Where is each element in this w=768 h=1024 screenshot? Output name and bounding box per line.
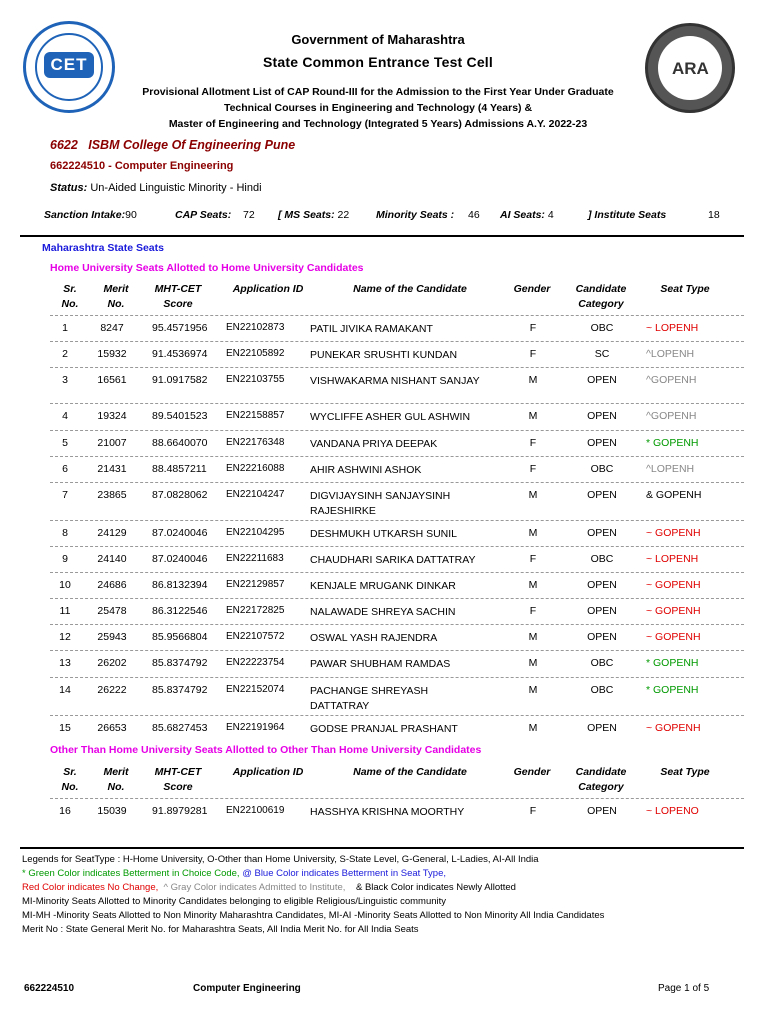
divider (20, 235, 744, 237)
cell-sr: 8 (62, 527, 68, 539)
cell-gender: F (529, 605, 537, 617)
cell-sr: 16 (59, 805, 71, 817)
cell-score: 87.0240046 (152, 527, 208, 539)
cell-cat: OPEN (587, 805, 617, 817)
cell-gender: M (528, 489, 538, 501)
cell-seat: ~ GOPENH (646, 579, 701, 591)
column-header-app: Application ID (232, 766, 304, 778)
cell-app: EN22105892 (226, 348, 285, 359)
cell-merit: 21431 (97, 463, 127, 475)
cell-name: DESHMUKH UTKARSH SUNIL (310, 528, 458, 540)
column-header-merit: Merit No. (103, 766, 129, 793)
cell-merit: 8247 (100, 322, 124, 334)
row-separator (50, 677, 744, 678)
cap-seats: CAP Seats: (175, 209, 232, 221)
cell-app: EN22216088 (226, 463, 285, 474)
cell-merit: 25478 (97, 605, 127, 617)
column-header-category: Candidate Category (575, 283, 627, 310)
cell-merit: 24129 (97, 527, 127, 539)
cell-app: EN22211683 (226, 553, 284, 564)
cell-cat: OPEN (587, 722, 617, 734)
cell-seat: ^GOPENH (646, 410, 697, 422)
course-name: 662224510 - Computer Engineering (50, 160, 234, 172)
cell-seat: ~ GOPENH (646, 631, 701, 643)
row-separator (50, 624, 744, 625)
row-separator (50, 315, 744, 316)
institute-seats: ] Institute Seats (588, 209, 667, 221)
cell-score: 95.4571956 (152, 322, 208, 334)
cell-merit: 25943 (97, 631, 127, 643)
cell-score: 88.6640070 (152, 437, 208, 449)
govt-title: Government of Maharashtra (291, 32, 465, 47)
cell-sr: 12 (59, 631, 71, 643)
status-line: Status: Un-Aided Linguistic Minority - Hindi (50, 182, 262, 194)
cell-gender: F (529, 463, 537, 475)
cell-seat: * GOPENH (646, 437, 699, 449)
row-separator (50, 546, 744, 547)
cell-sr: 3 (62, 374, 68, 386)
row-separator (50, 403, 744, 404)
cell-app: EN22104247 (226, 489, 285, 500)
cell-gender: F (529, 348, 537, 360)
column-header-category: Candidate Category (575, 766, 627, 793)
cell-app: EN22191964 (226, 722, 285, 733)
college-name: 6622 ISBM College Of Engineering Pune (50, 138, 296, 152)
cell-cat: OBC (590, 463, 614, 475)
cell-merit: 21007 (97, 437, 127, 449)
row-separator (50, 482, 744, 483)
cell-merit: 26202 (97, 657, 127, 669)
cell-gender: F (529, 322, 537, 334)
ai-seats: AI Seats: 4 (500, 209, 554, 221)
row-separator (50, 367, 744, 368)
cell-merit: 19324 (97, 410, 127, 422)
footer-page: Page 1 of 5 (658, 983, 710, 994)
column-header-seat: Seat Type (660, 283, 710, 295)
cell-name: PATIL JIVIKA RAMAKANT (310, 323, 433, 335)
cell-merit: 26653 (97, 722, 127, 734)
cell-merit: 23865 (97, 489, 127, 501)
cell-seat: * GOPENH (646, 684, 699, 696)
row-separator (50, 520, 744, 521)
cell-sr: 6 (62, 463, 68, 475)
cell-seat: * GOPENH (646, 657, 699, 669)
row-separator (50, 650, 744, 651)
cell-name: GODSE PRANJAL PRASHANT (310, 723, 458, 735)
cell-name: PUNEKAR SRUSHTI KUNDAN (310, 349, 458, 361)
divider (20, 847, 744, 849)
cell-score: 85.8374792 (152, 684, 208, 696)
cell-cat: OPEN (587, 527, 617, 539)
cell-app: EN22102873 (226, 322, 285, 333)
ara-logo: ARA (645, 23, 735, 113)
footer-course: Computer Engineering (193, 983, 301, 994)
column-header-app: Application ID (232, 283, 304, 295)
cell-cat: OBC (590, 322, 614, 334)
cell-sr: 11 (59, 605, 71, 617)
cell-app: EN22129857 (226, 579, 285, 590)
cell-merit: 15932 (97, 348, 127, 360)
list-title: Provisional Allotment List of CAP Round-III for the Admission to the First Year Under Graduate Technical Courses in Engineering and Technology (4 Years) & Master of Engineering and Technology (Integrated 5 Years) Admissions A.Y. 2022-23 (142, 86, 614, 130)
cell-cat: OPEN (587, 410, 617, 422)
cell-merit: 15039 (97, 805, 127, 817)
row-separator (50, 798, 744, 799)
cell-name: NALAWADE SHREYA SACHIN (310, 606, 456, 618)
cell-score: 85.9566804 (152, 631, 208, 643)
cell-gender: M (528, 527, 538, 539)
column-header-seat: Seat Type (660, 766, 710, 778)
cell-gender: M (528, 579, 538, 591)
cell-sr: 5 (62, 437, 68, 449)
cell-gender: M (528, 722, 538, 734)
cell-gender: M (528, 684, 538, 696)
cell-score: 91.4536974 (152, 348, 208, 360)
column-header-sr: Sr. No. (61, 766, 79, 793)
column-header-gender: Gender (513, 766, 551, 778)
cell-app: EN22176348 (226, 437, 285, 448)
legend: Legends for SeatType : H-Home University, O-Other than Home University, S-State Level, G-General, L-Ladies, AI-All India * Green Color indicates Betterment in Choice Code, @ Blue Color indicates Betterment in Seat Type, Red Color indicates No Change, ^ Gray Color indicates Admitted to Institute, & Black Color indicates Newly Allotted MI-Minority Seats Allotted to Minority Candidates belonging to eligible Religious/Linguistic community MI-MH -Minority Seats Allotted to Non Minority Maharashtra Candidates, MI-AI -Minority Seats Allotted to Non Minority All India Candidates Merit No : State General Merit No. for Maharashtra Seats, All India Merit No. for All India Seats (22, 854, 605, 935)
row-separator (50, 430, 744, 431)
cell-name: DIGVIJAYSINH SANJAYSINH RAJESHIRKE (310, 490, 451, 517)
column-header-gender: Gender (513, 283, 551, 295)
cell-cat: OPEN (587, 489, 617, 501)
cell-app: EN22223754 (226, 657, 285, 668)
cell-cat: OPEN (587, 631, 617, 643)
cell-name: AHIR ASHWINI ASHOK (310, 464, 422, 476)
column-header-score: MHT-CET Score (154, 283, 202, 310)
cell-gender: M (528, 374, 538, 386)
cell-name: HASSHYA KRISHNA MOORTHY (310, 806, 465, 818)
cell-seat: ^LOPENH (646, 463, 695, 475)
cell-app: EN22158857 (226, 410, 285, 421)
cell-score: 87.0828062 (152, 489, 208, 501)
cell-cat: OPEN (587, 437, 617, 449)
cell-score: 85.8374792 (152, 657, 208, 669)
home-seats-heading: Home University Seats Allotted to Home University Candidates (50, 262, 364, 274)
column-header-merit: Merit No. (103, 283, 129, 310)
cell-name: PACHANGE SHREYASH DATTATRAY (310, 685, 429, 712)
row-separator (50, 456, 744, 457)
cell-gender: F (529, 805, 537, 817)
column-header-sr: Sr. No. (61, 283, 79, 310)
cell-app: EN22107572 (226, 631, 285, 642)
cell-sr: 9 (62, 553, 68, 565)
row-separator (50, 715, 744, 716)
cell-sr: 10 (59, 579, 71, 591)
cell-sr: 1 (62, 322, 68, 334)
cell-sr: 15 (59, 722, 71, 734)
cell-title: State Common Entrance Test Cell (263, 54, 493, 70)
state-seats-heading: Maharashtra State Seats (42, 242, 164, 254)
cell-cat: OPEN (587, 605, 617, 617)
cell-gender: M (528, 657, 538, 669)
cell-name: KENJALE MRUGANK DINKAR (310, 580, 456, 592)
cell-score: 86.3122546 (152, 605, 208, 617)
column-header-name: Name of the Candidate (353, 766, 467, 778)
cell-score: 91.8979281 (152, 805, 208, 817)
cell-app: EN22103755 (226, 374, 285, 385)
other-seats-heading: Other Than Home University Seats Allotted to Other Than Home University Candidates (50, 744, 482, 756)
cell-sr: 13 (59, 657, 71, 669)
cell-seat: ^GOPENH (646, 374, 697, 386)
cell-app: EN22104295 (226, 527, 285, 538)
cell-merit: 26222 (97, 684, 127, 696)
cell-app: EN22172825 (226, 605, 285, 616)
cell-score: 89.5401523 (152, 410, 208, 422)
cell-seat: & GOPENH (646, 489, 702, 501)
row-separator (50, 598, 744, 599)
cell-gender: M (528, 410, 538, 422)
row-separator (50, 341, 744, 342)
footer-code: 662224510 (24, 983, 75, 994)
cell-seat: ~ LOPENH (646, 553, 699, 565)
cell-name: VISHWAKARMA NISHANT SANJAY (310, 375, 480, 387)
cell-sr: 2 (62, 348, 68, 360)
cell-name: WYCLIFFE ASHER GUL ASHWIN (310, 411, 471, 423)
cell-seat: ~ GOPENH (646, 722, 701, 734)
cell-cat: OPEN (587, 579, 617, 591)
cell-name: OSWAL YASH RAJENDRA (310, 632, 438, 644)
cell-merit: 16561 (97, 374, 127, 386)
cell-seat: ~ GOPENH (646, 605, 701, 617)
cell-name: CHAUDHARI SARIKA DATTATRAY (310, 554, 476, 566)
cell-name: PAWAR SHUBHAM RAMDAS (310, 658, 451, 670)
institute-seats-value: 18 (708, 209, 720, 221)
cell-merit: 24140 (97, 553, 127, 565)
cell-score: 86.8132394 (152, 579, 208, 591)
cell-score: 87.0240046 (152, 553, 208, 565)
column-header-score: MHT-CET Score (154, 766, 202, 793)
cell-sr: 14 (59, 684, 71, 696)
cell-score: 88.4857211 (152, 463, 207, 475)
cell-gender: F (529, 553, 537, 565)
cell-score: 91.0917582 (152, 374, 208, 386)
cell-cat: OBC (590, 684, 614, 696)
cell-score: 85.6827453 (152, 722, 208, 734)
cell-cat: OBC (590, 553, 614, 565)
cell-seat: ^LOPENH (646, 348, 695, 360)
cell-cat: SC (594, 348, 610, 360)
minority-seats: Minority Seats : (376, 209, 455, 221)
cell-cat: OPEN (587, 374, 617, 386)
cell-merit: 24686 (97, 579, 127, 591)
cell-seat: ~ LOPENO (646, 805, 699, 817)
cell-gender: F (529, 437, 537, 449)
ms-seats: [ MS Seats: 22 (278, 209, 350, 221)
cell-cat: OBC (590, 657, 614, 669)
row-separator (50, 572, 744, 573)
cell-app: EN22152074 (226, 684, 285, 695)
cell-sr: 7 (62, 489, 68, 501)
cell-gender: M (528, 631, 538, 643)
minority-seats-value: 46 (468, 209, 480, 221)
sanction-intake: Sanction Intake:90 (44, 209, 137, 221)
cell-name: VANDANA PRIYA DEEPAK (310, 438, 438, 450)
cell-seat: ~ GOPENH (646, 527, 701, 539)
column-header-name: Name of the Candidate (353, 283, 467, 295)
cet-logo: CET (23, 21, 115, 113)
cap-seats-value: 72 (243, 209, 255, 221)
cell-seat: ~ LOPENH (646, 322, 699, 334)
cell-app: EN22100619 (226, 805, 285, 816)
cell-sr: 4 (62, 410, 68, 422)
